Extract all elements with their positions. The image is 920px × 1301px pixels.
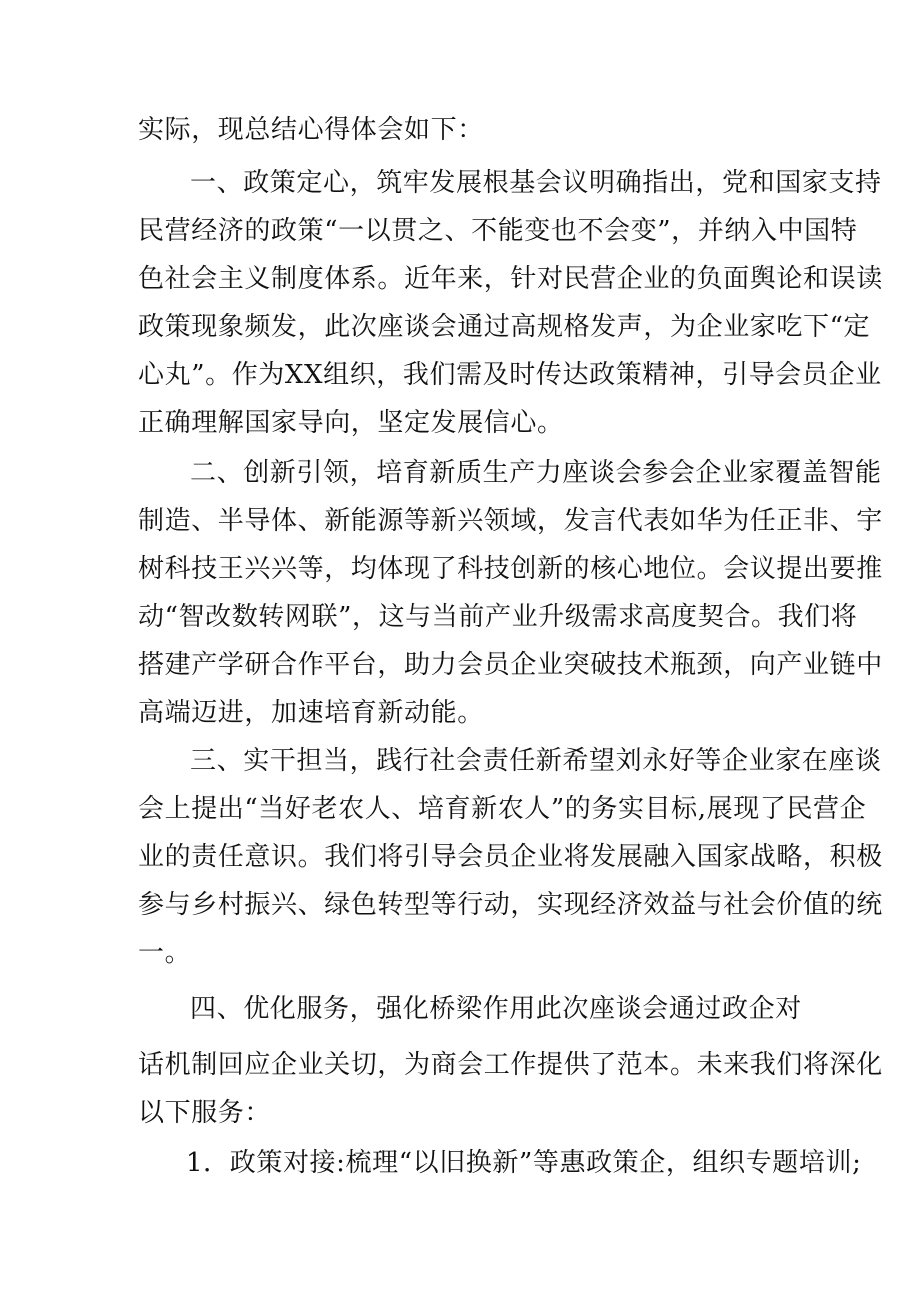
text-line: 心丸”。作为XX组织，我们需及时传达政策精神，引导会员企业 [138, 360, 882, 390]
text-line: 业的责任意识。我们将引导会员企业将发展融入国家战略，积极 [138, 842, 883, 872]
paragraph-2-heading-line: 二、创新引领，培育新质生产力座谈会参会企业家覆盖智能 [190, 458, 882, 488]
text-line: 树科技王兴兴等，均体现了科技创新的核心地位。会议提出要推 [138, 554, 883, 584]
text-line: 话机制回应企业关切，为商会工作提供了范本。未来我们将深化 [138, 1050, 883, 1080]
text-line: 政策现象频发，此次座谈会通过高规格发声，为企业家吃下“定 [138, 312, 871, 342]
text-line: 高端迈进，加速培育新动能。 [138, 698, 484, 728]
text-line: 实际，现总结心得体会如下： [138, 115, 484, 145]
text-line: 正确理解国家导向，坚定发展信心。 [138, 408, 564, 438]
text-line: 一。 [138, 938, 192, 968]
text-line: 会上提出“当好老农人、培育新农人”的务实目标,展现了民营企 [138, 794, 867, 824]
text-line: 制造、半导体、新能源等新兴领域，发言代表如华为任正非、宇 [138, 506, 883, 536]
list-item-1: 1．政策对接:梳理“以旧换新”等惠政策企，组织专题培训; [186, 1148, 862, 1178]
text-line: 以下服务： [138, 1098, 272, 1128]
text-line: 参与乡村振兴、绿色转型等行动，实现经济效益与社会价值的统 [138, 890, 883, 920]
text-line: 色社会主义制度体系。近年来，针对民营企业的负面舆论和误读 [138, 264, 883, 294]
paragraph-3-heading-line: 三、实干担当，践行社会责任新希望刘永好等企业家在座谈 [190, 746, 882, 776]
text-line: 民营经济的政策“一以贯之、不能变也不会变”，并纳入中国特 [138, 216, 858, 246]
paragraph-1-heading-line: 一、政策定心，筑牢发展根基会议明确指出，党和国家支持 [190, 168, 882, 198]
paragraph-4-heading-line: 四、优化服务，强化桥梁作用此次座谈会通过政企对 [190, 994, 802, 1024]
text-line: 搭建产学研合作平台，助力会员企业突破技术瓶颈，向产业链中 [138, 650, 883, 680]
text-line: 动“智改数转网联”，这与当前产业升级需求高度契合。我们将 [138, 602, 858, 632]
